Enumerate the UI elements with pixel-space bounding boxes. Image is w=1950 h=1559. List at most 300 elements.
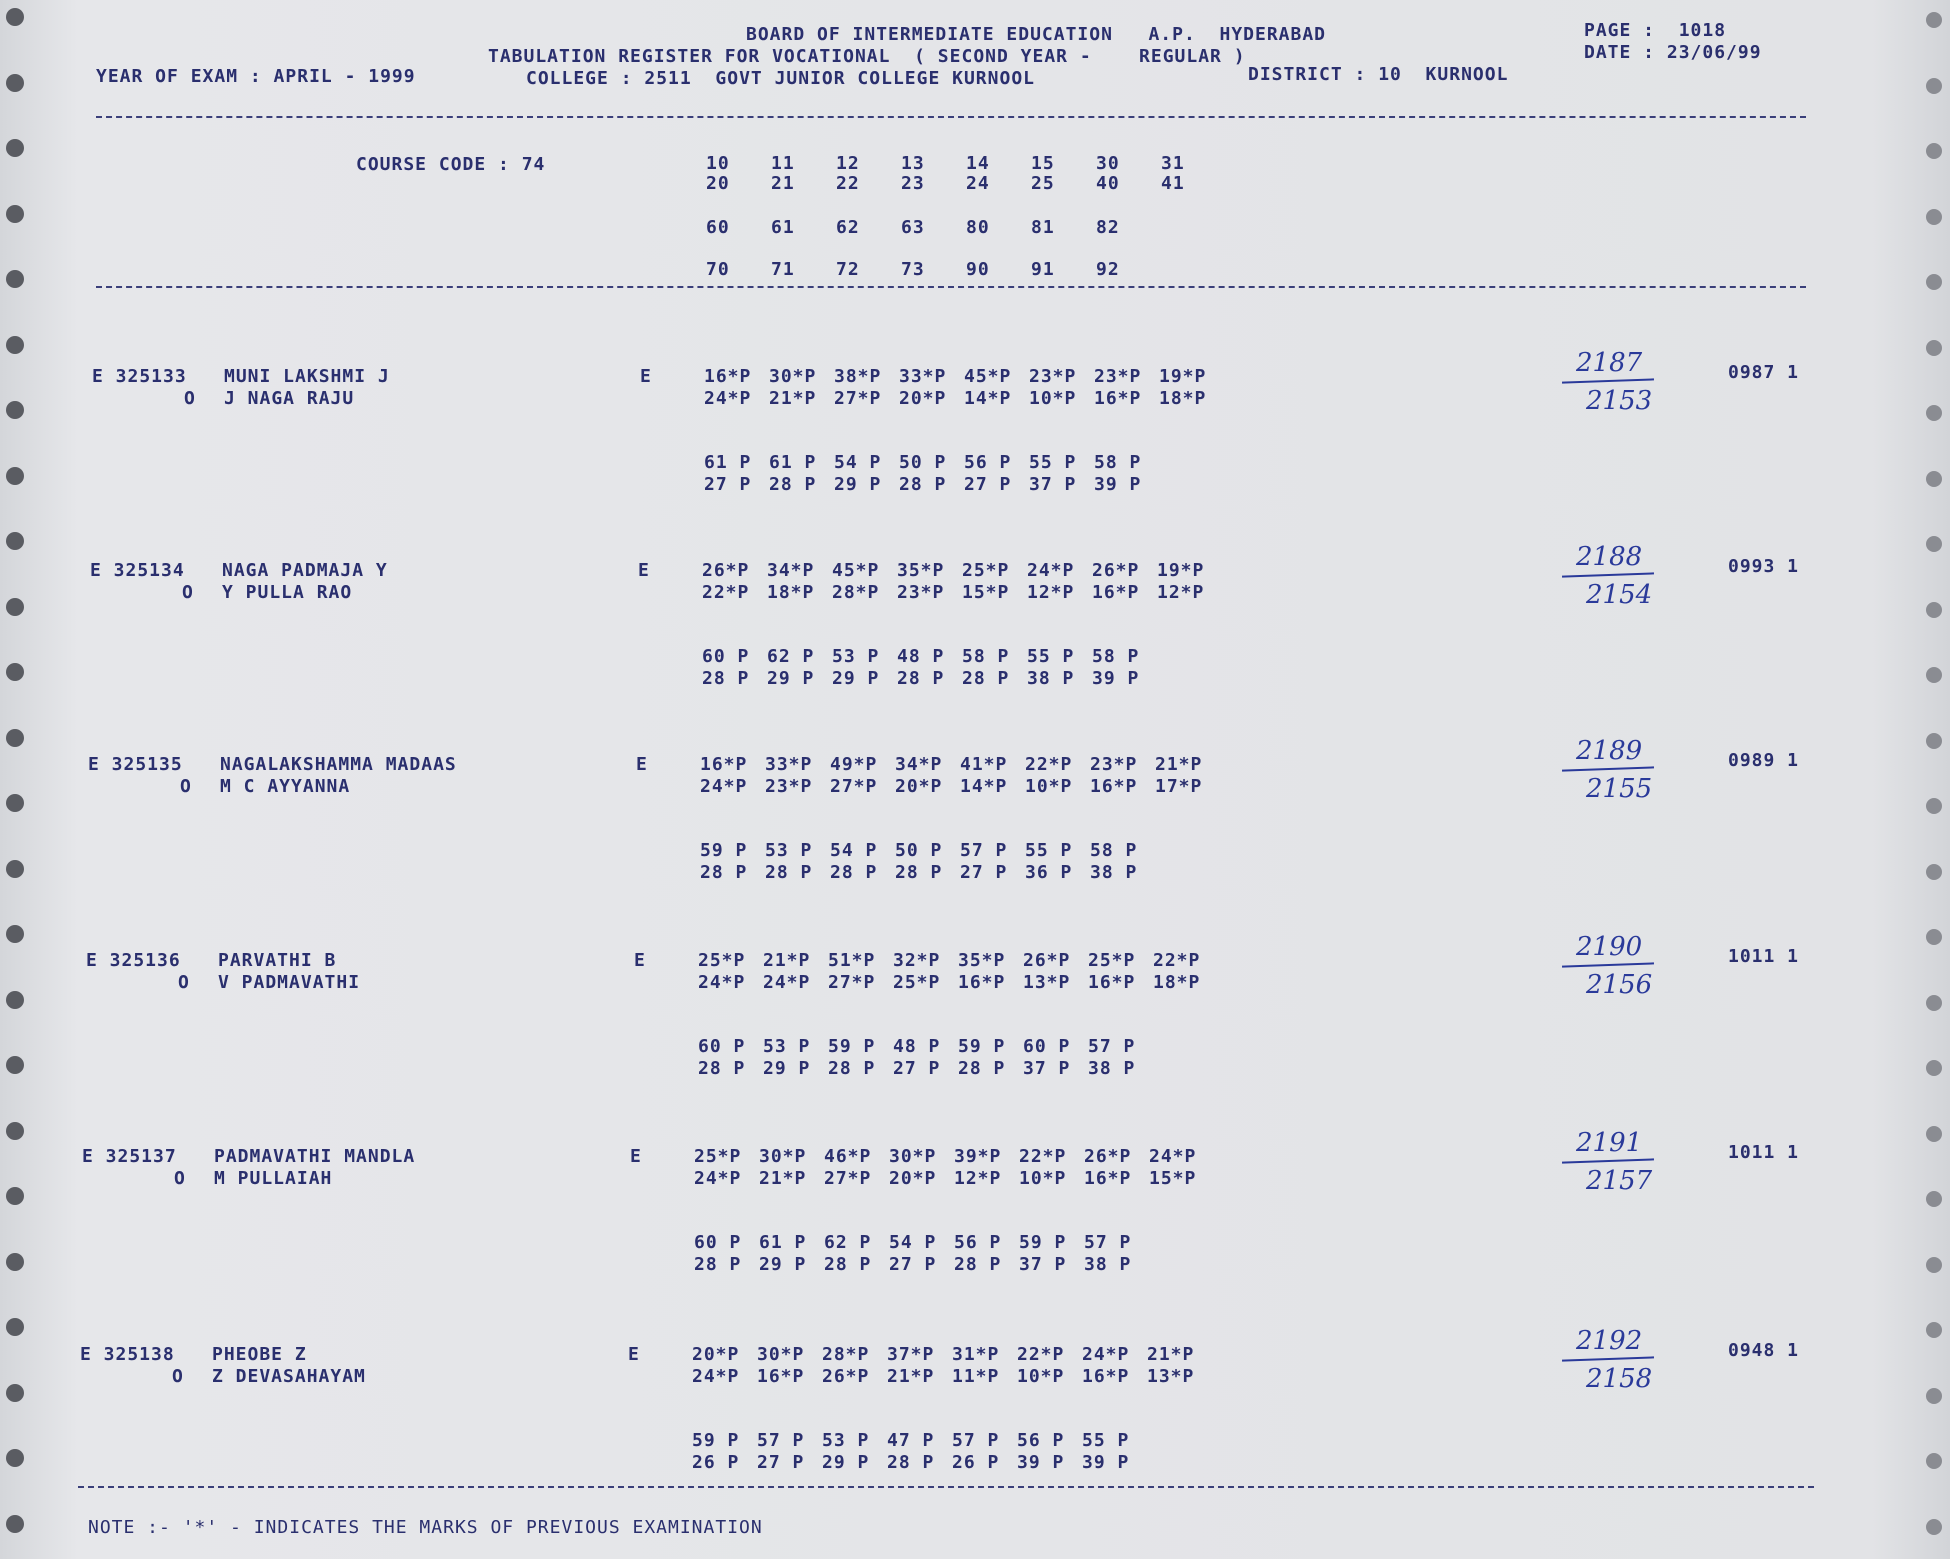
handwritten-fraction-line [1562,1356,1654,1361]
mark-cell: 24*P [1149,1146,1197,1167]
mark-cell: 23*P [765,776,813,797]
footer-divider [78,1486,1814,1488]
feed-hole [1926,1453,1942,1469]
feed-hole [6,598,24,616]
mark-cell: 27 P [889,1254,937,1275]
mark-cell: 35*P [897,560,945,581]
mark-cell: 63 [901,217,925,238]
mark-cell: 55 P [1027,646,1075,667]
grand-total: 1011 1 [1728,1142,1800,1163]
feed-hole [1926,1191,1942,1207]
handwritten-serial-bottom: 2157 [1586,1166,1653,1196]
mark-cell: 28 P [828,1058,876,1079]
mark-cell: 47 P [887,1430,935,1451]
mark-cell: 12*P [1027,582,1075,603]
mark-cell: 23 [901,173,925,194]
mark-cell: 16*P [1084,1168,1132,1189]
medium-code: E [634,950,646,971]
marks-row-3 [692,1430,1147,1452]
handwritten-serial-bottom: 2154 [1586,580,1653,610]
mark-cell: 26 P [692,1452,740,1473]
district-info: DISTRICT : 10 KURNOOL [1248,64,1509,85]
mark-cell: 12 [836,153,860,174]
marks-row-3 [698,1036,1153,1058]
mark-cell: 62 P [767,646,815,667]
feed-hole [1926,667,1942,683]
mark-cell: 59 P [700,840,748,861]
mark-cell: 13 [901,153,925,174]
parent-name: M C AYYANNA [220,776,351,797]
feed-hole [1926,405,1942,421]
mark-cell: 34*P [767,560,815,581]
mark-cell: 39 P [1017,1452,1065,1473]
course-divider [96,286,1806,288]
parent-name: V PADMAVATHI [218,972,361,993]
mark-cell: 27 P [960,862,1008,883]
handwritten-serial-bottom: 2156 [1586,970,1653,1000]
mark-cell: 21 [771,173,795,194]
mark-cell: 60 P [702,646,750,667]
mark-cell: 28 P [897,668,945,689]
mark-cell: 10*P [1019,1168,1067,1189]
handwritten-serial-top: 2187 [1576,348,1643,378]
mark-cell: 27*P [828,972,876,993]
parent-prefix: O [174,1168,186,1189]
mark-cell: 10*P [1025,776,1073,797]
footnote: NOTE :- '*' - INDICATES THE MARKS OF PREVIOUS EXAMINATION [88,1517,763,1538]
mark-cell: 26*P [702,560,750,581]
parent-name: Y PULLA RAO [222,582,353,603]
mark-cell: 17*P [1155,776,1203,797]
handwritten-fraction-line [1562,378,1654,383]
mark-cell: 54 P [830,840,878,861]
mark-cell: 23*P [897,582,945,603]
feed-hole [6,860,24,878]
mark-cell: 30*P [759,1146,807,1167]
feed-hole [6,467,24,485]
mark-cell: 41 [1161,173,1185,194]
roll-number: E 325133 [92,366,187,387]
mark-cell: 30*P [889,1146,937,1167]
mark-cell: 41*P [960,754,1008,775]
mark-cell: 19*P [1157,560,1205,581]
marks-row-4 [704,474,1159,496]
mark-cell: 20*P [895,776,943,797]
mark-cell: 39 P [1092,668,1140,689]
tractor-feed-holes-right [1920,0,1950,1559]
mark-cell: 26*P [1092,560,1140,581]
mark-cell: 20*P [692,1344,740,1365]
roll-number: E 325138 [80,1344,175,1365]
mark-cell: 57 P [952,1430,1000,1451]
mark-cell: 22*P [1017,1344,1065,1365]
mark-cell: 29 P [763,1058,811,1079]
feed-hole [6,270,24,288]
mark-cell: 60 P [1023,1036,1071,1057]
grand-total: 0948 1 [1728,1340,1800,1361]
marks-row-1 [692,1344,1212,1366]
feed-hole [1926,274,1942,290]
mark-cell: 73 [901,259,925,280]
feed-hole [1926,536,1942,552]
mark-cell: 90 [966,259,990,280]
parent-prefix: O [180,776,192,797]
mark-cell: 37*P [887,1344,935,1365]
mark-cell: 24*P [692,1366,740,1387]
handwritten-serial-bottom: 2153 [1586,386,1653,416]
feed-hole [6,1122,24,1140]
marks-row-3 [694,1232,1149,1254]
mark-cell: 10 [706,153,730,174]
handwritten-fraction-line [1562,962,1654,967]
course-codes-row-3 [706,217,1161,239]
feed-hole [1926,1388,1942,1404]
feed-hole [6,925,24,943]
mark-cell: 11*P [952,1366,1000,1387]
feed-hole [1926,143,1942,159]
mark-cell: 15*P [1149,1168,1197,1189]
mark-cell: 21*P [763,950,811,971]
mark-cell: 27 P [964,474,1012,495]
mark-cell: 72 [836,259,860,280]
grand-total: 1011 1 [1728,946,1800,967]
mark-cell: 27 P [757,1452,805,1473]
mark-cell: 28 P [962,668,1010,689]
feed-hole [6,1318,24,1336]
marks-row-3 [704,452,1159,474]
marks-row-2 [700,776,1220,798]
mark-cell: 56 P [964,452,1012,473]
mark-cell: 70 [706,259,730,280]
roll-number: E 325135 [88,754,183,775]
student-name: PHEOBE Z [212,1344,307,1365]
mark-cell: 60 P [698,1036,746,1057]
feed-hole [1926,1126,1942,1142]
mark-cell: 50 P [899,452,947,473]
mark-cell: 23*P [1090,754,1138,775]
mark-cell: 38*P [834,366,882,387]
grand-total: 0993 1 [1728,556,1800,577]
mark-cell: 61 P [769,452,817,473]
mark-cell: 38 P [1088,1058,1136,1079]
mark-cell: 39 P [1082,1452,1130,1473]
course-codes-row-2 [706,173,1226,195]
mark-cell: 57 P [960,840,1008,861]
handwritten-serial-bottom: 2158 [1586,1364,1653,1394]
mark-cell: 16*P [1088,972,1136,993]
mark-cell: 57 P [1088,1036,1136,1057]
mark-cell: 59 P [692,1430,740,1451]
mark-cell: 12*P [1157,582,1205,603]
marks-row-1 [704,366,1224,388]
student-name: PARVATHI B [218,950,337,971]
mark-cell: 22 [836,173,860,194]
mark-cell: 57 P [1084,1232,1132,1253]
mark-cell: 28 P [830,862,878,883]
mark-cell: 25*P [1088,950,1136,971]
mark-cell: 28*P [832,582,880,603]
handwritten-fraction-line [1562,572,1654,577]
mark-cell: 21*P [1155,754,1203,775]
feed-hole [6,991,24,1009]
mark-cell: 29 P [832,668,880,689]
print-date: DATE : 23/06/99 [1584,42,1762,63]
mark-cell: 23*P [1029,366,1077,387]
mark-cell: 24*P [694,1168,742,1189]
mark-cell: 28 P [895,862,943,883]
mark-cell: 11 [771,153,795,174]
mark-cell: 24*P [763,972,811,993]
mark-cell: 31 [1161,153,1185,174]
mark-cell: 82 [1096,217,1120,238]
marks-row-3 [700,840,1155,862]
mark-cell: 55 P [1082,1430,1130,1451]
feed-hole [1926,995,1942,1011]
mark-cell: 58 P [962,646,1010,667]
feed-hole [6,532,24,550]
mark-cell: 19*P [1159,366,1207,387]
mark-cell: 20*P [899,388,947,409]
parent-name: Z DEVASAHAYAM [212,1366,366,1387]
mark-cell: 55 P [1025,840,1073,861]
mark-cell: 28 P [769,474,817,495]
mark-cell: 12*P [954,1168,1002,1189]
medium-code: E [640,366,652,387]
mark-cell: 27*P [834,388,882,409]
mark-cell: 38 P [1090,862,1138,883]
year-of-exam: YEAR OF EXAM : APRIL - 1999 [96,66,416,87]
mark-cell: 53 P [763,1036,811,1057]
marks-row-3 [702,646,1157,668]
mark-cell: 60 P [694,1232,742,1253]
mark-cell: 26*P [822,1366,870,1387]
mark-cell: 29 P [767,668,815,689]
header-divider [96,116,1806,118]
course-code-label: COURSE CODE : 74 [356,154,546,175]
mark-cell: 16*P [1094,388,1142,409]
marks-row-2 [702,582,1222,604]
marks-row-1 [694,1146,1214,1168]
marks-row-1 [702,560,1222,582]
course-codes-row-4 [706,259,1161,281]
parent-prefix: O [184,388,196,409]
feed-hole [1926,929,1942,945]
mark-cell: 30*P [769,366,817,387]
marks-row-4 [692,1452,1147,1474]
mark-cell: 26*P [1023,950,1071,971]
feed-hole [1926,78,1942,94]
feed-hole [6,401,24,419]
mark-cell: 15 [1031,153,1055,174]
mark-cell: 16*P [1092,582,1140,603]
mark-cell: 21*P [1147,1344,1195,1365]
mark-cell: 38 P [1084,1254,1132,1275]
mark-cell: 33*P [765,754,813,775]
mark-cell: 27 P [893,1058,941,1079]
mark-cell: 58 P [1092,646,1140,667]
feed-hole [1926,1257,1942,1273]
feed-hole [6,205,24,223]
mark-cell: 10*P [1017,1366,1065,1387]
marks-row-2 [694,1168,1214,1190]
mark-cell: 16*P [700,754,748,775]
mark-cell: 36 P [1025,862,1073,883]
mark-cell: 28 P [887,1452,935,1473]
mark-cell: 24*P [1082,1344,1130,1365]
feed-hole [6,1187,24,1205]
medium-code: E [636,754,648,775]
mark-cell: 53 P [765,840,813,861]
feed-hole [6,1056,24,1074]
mark-cell: 21*P [759,1168,807,1189]
mark-cell: 14*P [960,776,1008,797]
page-number: PAGE : 1018 [1584,20,1727,41]
student-name: MUNI LAKSHMI J [224,366,390,387]
handwritten-serial-top: 2191 [1576,1128,1643,1158]
student-name: PADMAVATHI MANDLA [214,1146,416,1167]
mark-cell: 37 P [1019,1254,1067,1275]
parent-name: M PULLAIAH [214,1168,333,1189]
feed-hole [1926,602,1942,618]
mark-cell: 14*P [964,388,1012,409]
feed-hole [6,1515,24,1533]
mark-cell: 28 P [698,1058,746,1079]
marks-row-4 [698,1058,1153,1080]
mark-cell: 21*P [887,1366,935,1387]
mark-cell: 30*P [757,1344,805,1365]
parent-name: J NAGA RAJU [224,388,355,409]
parent-prefix: O [182,582,194,603]
feed-hole [1926,12,1942,28]
feed-hole [1926,798,1942,814]
feed-hole [1926,209,1942,225]
roll-number: E 325137 [82,1146,177,1167]
mark-cell: 40 [1096,173,1120,194]
marks-row-4 [694,1254,1149,1276]
marks-row-4 [702,668,1157,690]
mark-cell: 28*P [822,1344,870,1365]
mark-cell: 53 P [832,646,880,667]
mark-cell: 24*P [1027,560,1075,581]
mark-cell: 46*P [824,1146,872,1167]
handwritten-serial-top: 2192 [1576,1326,1643,1356]
feed-hole [6,1384,24,1402]
handwritten-serial-top: 2188 [1576,542,1643,572]
mark-cell: 60 [706,217,730,238]
mark-cell: 27 P [704,474,752,495]
mark-cell: 28 P [700,862,748,883]
mark-cell: 57 P [757,1430,805,1451]
mark-cell: 28 P [702,668,750,689]
mark-cell: 81 [1031,217,1055,238]
feed-hole [1926,471,1942,487]
mark-cell: 31*P [952,1344,1000,1365]
mark-cell: 61 P [704,452,752,473]
mark-cell: 20*P [889,1168,937,1189]
mark-cell: 28 P [694,1254,742,1275]
handwritten-fraction-line [1562,766,1654,771]
mark-cell: 59 P [958,1036,1006,1057]
mark-cell: 15*P [962,582,1010,603]
mark-cell: 24*P [704,388,752,409]
mark-cell: 25 [1031,173,1055,194]
mark-cell: 48 P [897,646,945,667]
parent-prefix: O [178,972,190,993]
mark-cell: 30 [1096,153,1120,174]
mark-cell: 50 P [895,840,943,861]
mark-cell: 71 [771,259,795,280]
mark-cell: 25*P [962,560,1010,581]
mark-cell: 16*P [1082,1366,1130,1387]
mark-cell: 37 P [1023,1058,1071,1079]
feed-hole [6,729,24,747]
feed-hole [6,663,24,681]
medium-code: E [628,1344,640,1365]
mark-cell: 28 P [765,862,813,883]
parent-prefix: O [172,1366,184,1387]
mark-cell: 26 P [952,1452,1000,1473]
mark-cell: 28 P [958,1058,1006,1079]
feed-hole [1926,340,1942,356]
grand-total: 0987 1 [1728,362,1800,383]
roll-number: E 325134 [90,560,185,581]
mark-cell: 29 P [759,1254,807,1275]
mark-cell: 48 P [893,1036,941,1057]
mark-cell: 24*P [698,972,746,993]
mark-cell: 58 P [1090,840,1138,861]
mark-cell: 32*P [893,950,941,971]
roll-number: E 325136 [86,950,181,971]
mark-cell: 20 [706,173,730,194]
mark-cell: 45*P [964,366,1012,387]
marks-row-1 [698,950,1218,972]
mark-cell: 25*P [694,1146,742,1167]
mark-cell: 49*P [830,754,878,775]
mark-cell: 92 [1096,259,1120,280]
mark-cell: 58 P [1094,452,1142,473]
tractor-feed-holes-left [0,0,30,1559]
mark-cell: 80 [966,217,990,238]
college-info: COLLEGE : 2511 GOVT JUNIOR COLLEGE KURNOOL [526,68,1035,89]
feed-hole [6,794,24,812]
mark-cell: 18*P [767,582,815,603]
mark-cell: 28 P [954,1254,1002,1275]
marks-row-2 [692,1366,1212,1388]
mark-cell: 35*P [958,950,1006,971]
mark-cell: 45*P [832,560,880,581]
mark-cell: 25*P [893,972,941,993]
mark-cell: 18*P [1159,388,1207,409]
mark-cell: 13*P [1147,1366,1195,1387]
mark-cell: 33*P [899,366,947,387]
course-codes-row-1 [706,153,1226,175]
mark-cell: 27*P [824,1168,872,1189]
mark-cell: 34*P [895,754,943,775]
mark-cell: 26*P [1084,1146,1132,1167]
mark-cell: 22*P [702,582,750,603]
student-name: NAGA PADMAJA Y [222,560,388,581]
mark-cell: 51*P [828,950,876,971]
feed-hole [6,74,24,92]
handwritten-serial-top: 2190 [1576,932,1643,962]
grand-total: 0989 1 [1728,750,1800,771]
mark-cell: 22*P [1025,754,1073,775]
mark-cell: 22*P [1019,1146,1067,1167]
register-title: TABULATION REGISTER FOR VOCATIONAL ( SECOND YEAR - REGULAR ) [488,46,1246,67]
mark-cell: 29 P [834,474,882,495]
mark-cell: 24*P [700,776,748,797]
medium-code: E [638,560,650,581]
